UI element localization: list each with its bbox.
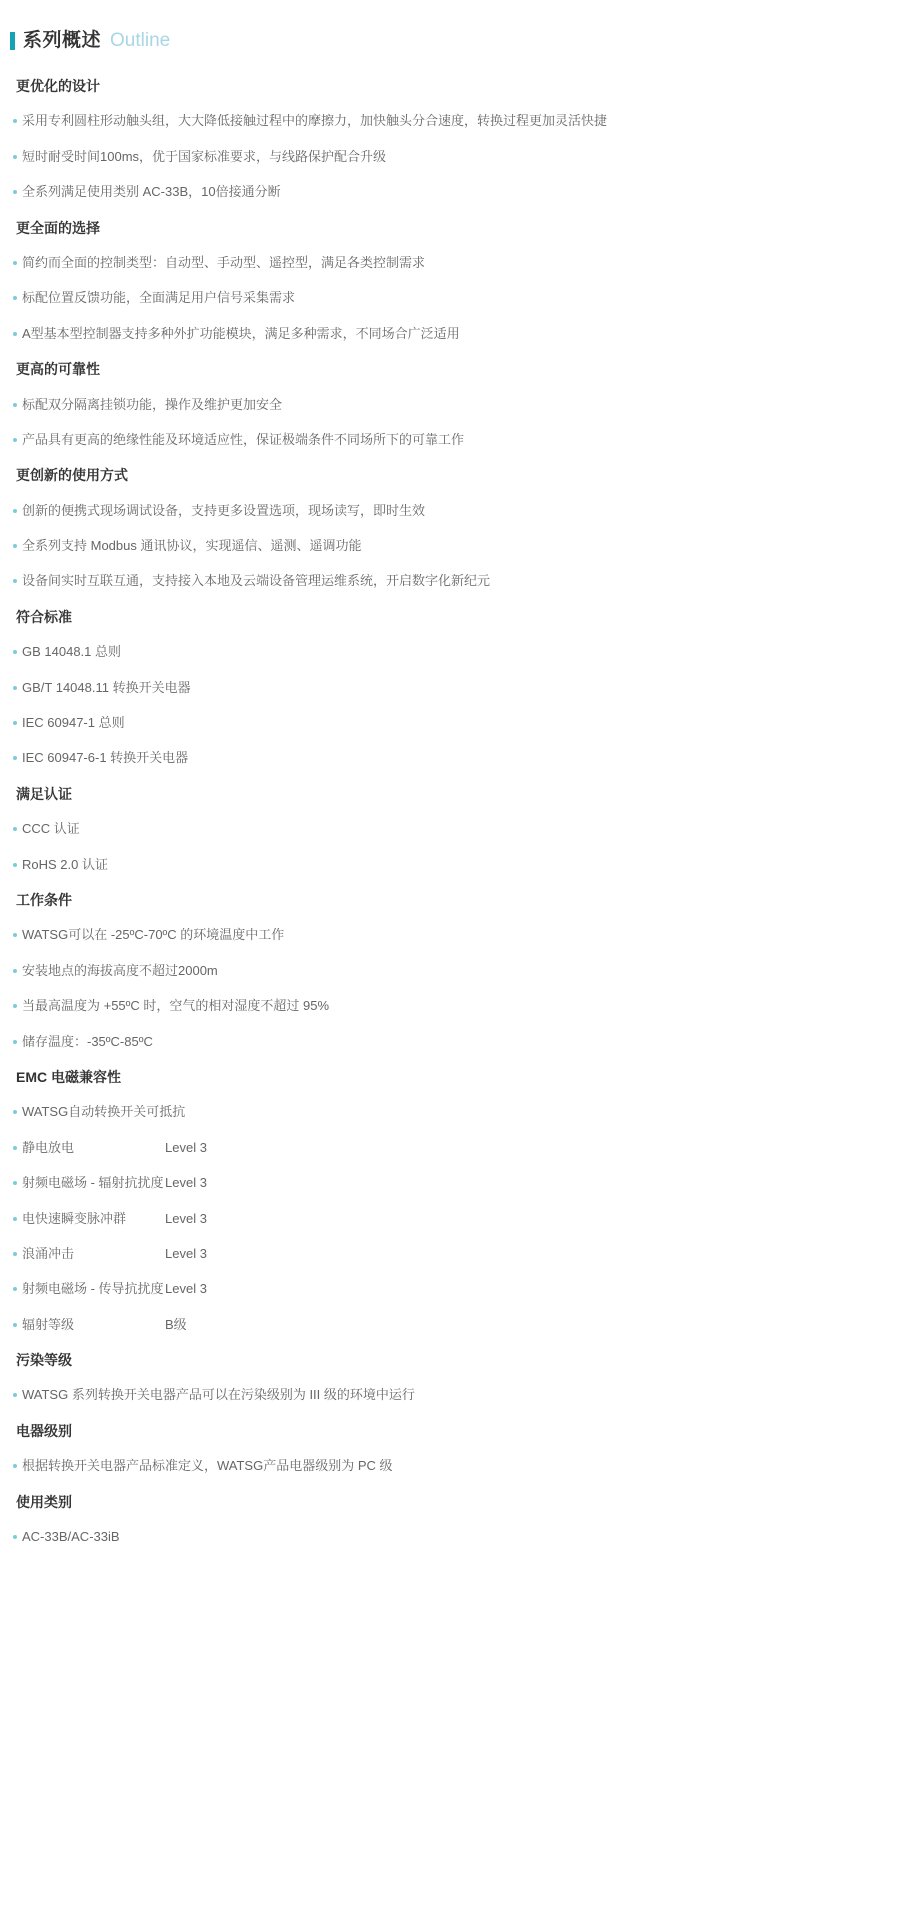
bullet-list [10,253,886,344]
item-text: RoHS 2.0 认证 [22,856,108,872]
section-heading: 满足认证 [16,785,72,802]
bullet-icon [13,969,17,973]
bullet-icon [13,1464,17,1468]
section-heading: 更全面的选择 [16,219,100,236]
bullet-icon [13,1323,17,1327]
bullet-icon [13,579,17,583]
section-apparatus-class [10,1421,886,1476]
item-text: 根据转换开关电器产品标准定义，WATSG产品电器级别为 PC 级 [22,1458,393,1474]
item-text: A型基本型控制器支持多种外扩功能模块，满足多种需求，不同场合广泛适用 [22,325,460,341]
section-certifications [10,784,886,875]
bullet-icon [13,403,17,407]
bullet-icon [13,863,17,867]
bullet-icon [13,296,17,300]
section-heading: 更优化的设计 [16,78,100,94]
item-text: WATSG可以在 -25ºC-70ºC 的环境温度中工作 [22,927,285,943]
item-text: AC-33B/AC-33iB [22,1529,120,1545]
section-higher-reliability [10,359,886,450]
item-text: 储存温度：-35ºC-85ºC [22,1033,153,1049]
item-value: Level 3 [165,1139,207,1155]
list-item [10,713,886,733]
list-item [10,571,886,591]
section-heading: 工作条件 [16,891,72,908]
bullet-list [10,925,886,1051]
list-item [10,501,886,521]
bullet-list [10,1385,886,1405]
item-value: B级 [165,1316,187,1332]
list-item [10,536,886,556]
item-text: 安装地点的海拔高度不超过2000m [22,962,218,978]
bullet-list [10,642,886,768]
item-text: 辐射等级 [22,1316,75,1332]
bullet-icon [13,1252,17,1256]
item-text: 全系列满足使用类别 AC-33B，10倍接通分断 [22,184,281,200]
list-item [10,324,886,344]
section-heading: EMC 电磁兼容性 [16,1068,121,1085]
list-item [10,1138,886,1158]
section-optimized-design [10,76,886,202]
list-item [10,182,886,202]
section-pollution-degree [10,1350,886,1405]
list-item [10,395,886,415]
bullet-icon [13,933,17,937]
list-item [10,1385,886,1405]
bullet-icon [13,332,17,336]
page-title-en: Outline [110,30,171,51]
list-item [10,819,886,839]
list-item [10,1244,886,1264]
bullet-icon [13,1287,17,1291]
item-text: 静电放电 [22,1139,75,1155]
list-item [10,1032,886,1052]
bullet-icon [13,1110,17,1114]
item-text: 浪涌冲击 [22,1245,75,1261]
bullet-icon [13,721,17,725]
title-accent-bar [10,32,15,50]
list-item [10,642,886,662]
item-text: GB/T 14048.11 转换开关电器 [22,679,191,695]
item-text: 短时耐受时间100ms，优于国家标准要求，与线路保护配合升级 [22,148,387,164]
list-item [10,1456,886,1476]
list-item [10,1315,886,1335]
list-item [10,111,886,131]
bullet-icon [13,1146,17,1150]
page-title [10,30,886,52]
section-heading: 电器级别 [16,1422,72,1439]
list-item [10,1209,886,1229]
list-item [10,1102,886,1122]
bullet-list [10,1456,886,1476]
item-text: 标配位置反馈功能，全面满足用户信号采集需求 [22,290,296,306]
section-heading: 污染等级 [16,1352,72,1369]
bullet-icon [13,438,17,442]
list-item [10,855,886,875]
bullet-icon [13,1393,17,1397]
item-text: 采用专利圆柱形动触头组，大大降低接触过程中的摩擦力，加快触头分合速度，转换过程更加灵活快捷 [22,113,608,129]
item-value: Level 3 [165,1281,207,1297]
bullet-list [10,501,886,592]
item-text: 射频电磁场 - 辐射抗扰度 [22,1175,164,1191]
bullet-list [10,1102,886,1334]
bullet-icon [13,119,17,123]
bullet-icon [13,1535,17,1539]
list-item [10,678,886,698]
section-comprehensive-choice [10,218,886,344]
list-item [10,288,886,308]
bullet-icon [13,650,17,654]
bullet-icon [13,1217,17,1221]
bullet-list [10,819,886,874]
bullet-icon [13,1181,17,1185]
bullet-icon [13,509,17,513]
bullet-list [10,1527,886,1547]
item-text: 标配双分隔离挂锁功能，操作及维护更加安全 [22,396,283,412]
section-standards [10,607,886,769]
bullet-icon [13,827,17,831]
page-title-zh: 系列概述 [23,30,102,51]
section-emc [10,1067,886,1335]
bullet-icon [13,544,17,548]
list-item [10,748,886,768]
item-text: 设备间实时互联互通，支持接入本地及云端设备管理运维系统，开启数字化新纪元 [22,573,491,589]
bullet-icon [13,261,17,265]
item-text: 射频电磁场 - 传导抗扰度 [22,1281,164,1297]
section-utilization-category [10,1492,886,1547]
list-item [10,430,886,450]
section-working-conditions [10,890,886,1052]
item-text: WATSG 系列转换开关电器产品可以在污染级别为 III 级的环境中运行 [22,1387,415,1403]
section-heading: 更创新的使用方式 [16,467,128,484]
item-text: CCC 认证 [22,821,80,837]
section-heading: 更高的可靠性 [16,361,100,378]
bullet-list [10,395,886,450]
item-text: 创新的便携式现场调试设备，支持更多设置选项，现场读写，即时生效 [22,502,426,518]
item-value: Level 3 [165,1245,207,1261]
item-text: WATSG自动转换开关可抵抗 [22,1104,186,1120]
list-item [10,1279,886,1299]
item-text: 电快速瞬变脉冲群 [22,1210,127,1226]
bullet-icon [13,756,17,760]
list-item [10,1173,886,1193]
item-text: IEC 60947-6-1 转换开关电器 [22,750,189,766]
item-text: 产品具有更高的绝缘性能及环境适应性，保证极端条件不同场所下的可靠工作 [22,431,465,447]
item-text: 全系列支持 Modbus 通讯协议，实现遥信、遥测、遥调功能 [22,538,362,554]
item-text: 当最高温度为 +55ºC 时，空气的相对湿度不超过 95% [22,998,330,1014]
item-value: Level 3 [165,1175,207,1191]
bullet-icon [13,190,17,194]
list-item [10,1527,886,1547]
section-innovative-usage [10,465,886,591]
bullet-icon [13,1004,17,1008]
bullet-icon [13,686,17,690]
bullet-list [10,111,886,202]
bullet-icon [13,1040,17,1044]
section-heading: 符合标准 [16,608,72,625]
item-text: GB 14048.1 总则 [22,644,121,660]
item-text: 简约而全面的控制类型：自动型、手动型、遥控型，满足各类控制需求 [22,254,426,270]
item-value: Level 3 [165,1210,207,1226]
list-item [10,996,886,1016]
list-item [10,961,886,981]
section-heading: 使用类别 [16,1493,72,1510]
list-item [10,253,886,273]
list-item [10,925,886,945]
list-item [10,147,886,167]
bullet-icon [13,155,17,159]
item-text: IEC 60947-1 总则 [22,715,125,731]
